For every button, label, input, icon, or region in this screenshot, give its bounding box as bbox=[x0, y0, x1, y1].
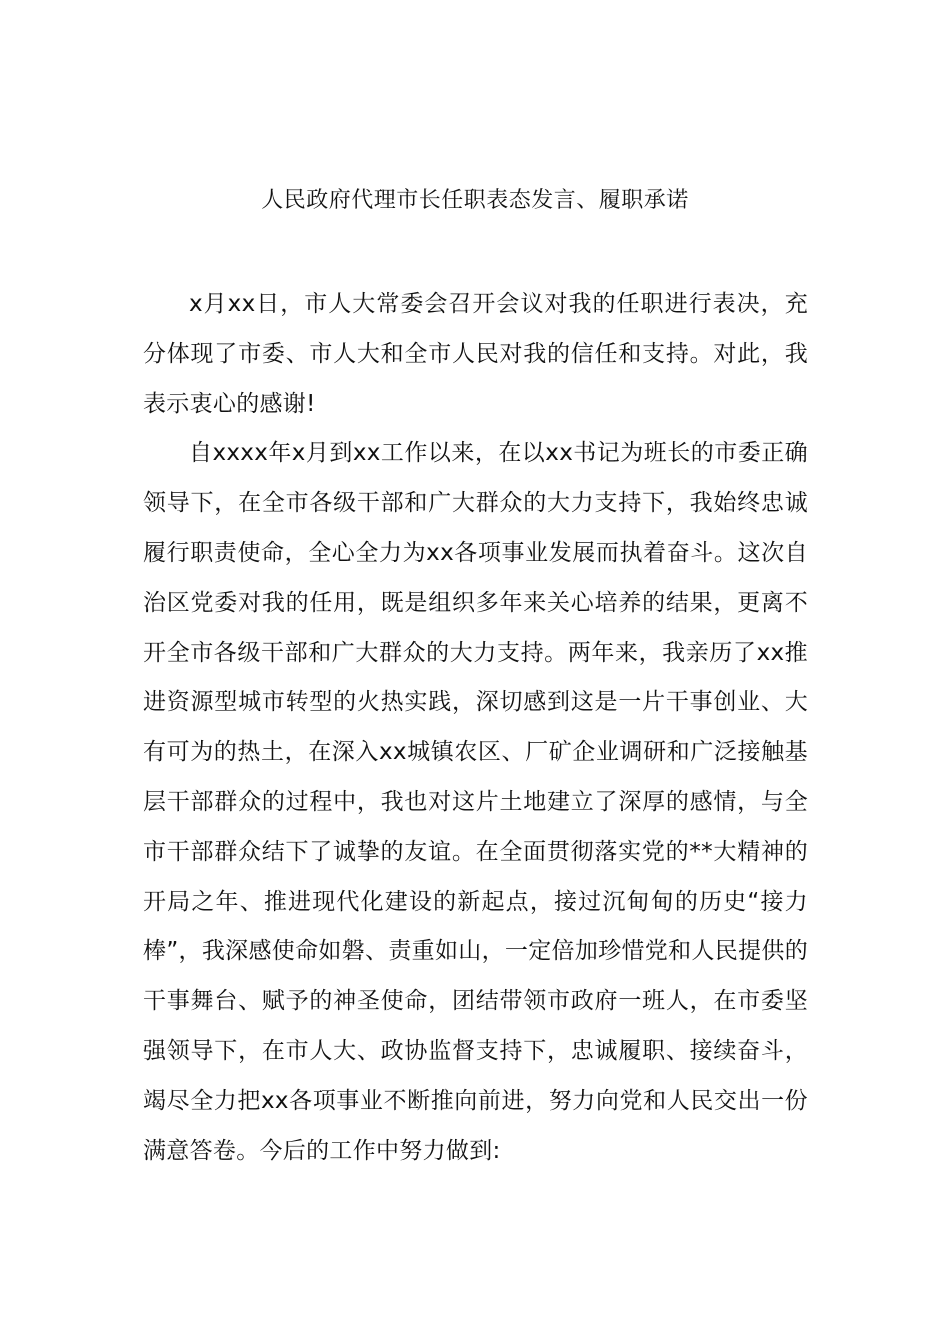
document-body bbox=[143, 280, 808, 1176]
document-title: 人民政府代理市长任职表态发言、履职承诺 bbox=[261, 188, 689, 213]
paragraph-2: 自xxxx年x月到xx工作以来，在以xx书记为班长的市委正确领导下，在全市各级干部和广大群众的大力支持下，我始终忠诚履行职责使命，全心全力为xx各项事业发展而执着奋斗。这次自治区党委对我的任用，既是组织多年来关心培养的结果，更离不开全市各级干部和广大群众的大力支持。两年来，我亲历了xx推进资源型城市转型的火热实践，深切感到这是一片干事创业、大有可为的热土，在深入xx城镇农区、厂矿企业调研和广泛接触基层干部群众的过程中，我也对这片土地建立了深厚的感情，与全市干部群众结下了诚挚的友谊。在全面贯彻落实党的**大精神的开局之年、推进现代化建设的新起点，接过沉甸甸的历史“接力棒”，我深感使命如磐、责重如山，一定倍加珍惜党和人民提供的干事舞台、赋予的神圣使命，团结带领市政府一班人，在市委坚强领导下，在市人大、政协监督支持下，忠诚履职、接续奋斗，竭尽全力把xx各项事业不断推向前进，努力向党和人民交出一份满意答卷。今后的工作中努力做到: bbox=[143, 440, 808, 1164]
paragraph-1: x月xx日，市人大常委会召开会议对我的任职进行表决，充分体现了市委、市人大和全市人民对我的信任和支持。对此，我表示衷心的感谢! bbox=[143, 291, 808, 417]
